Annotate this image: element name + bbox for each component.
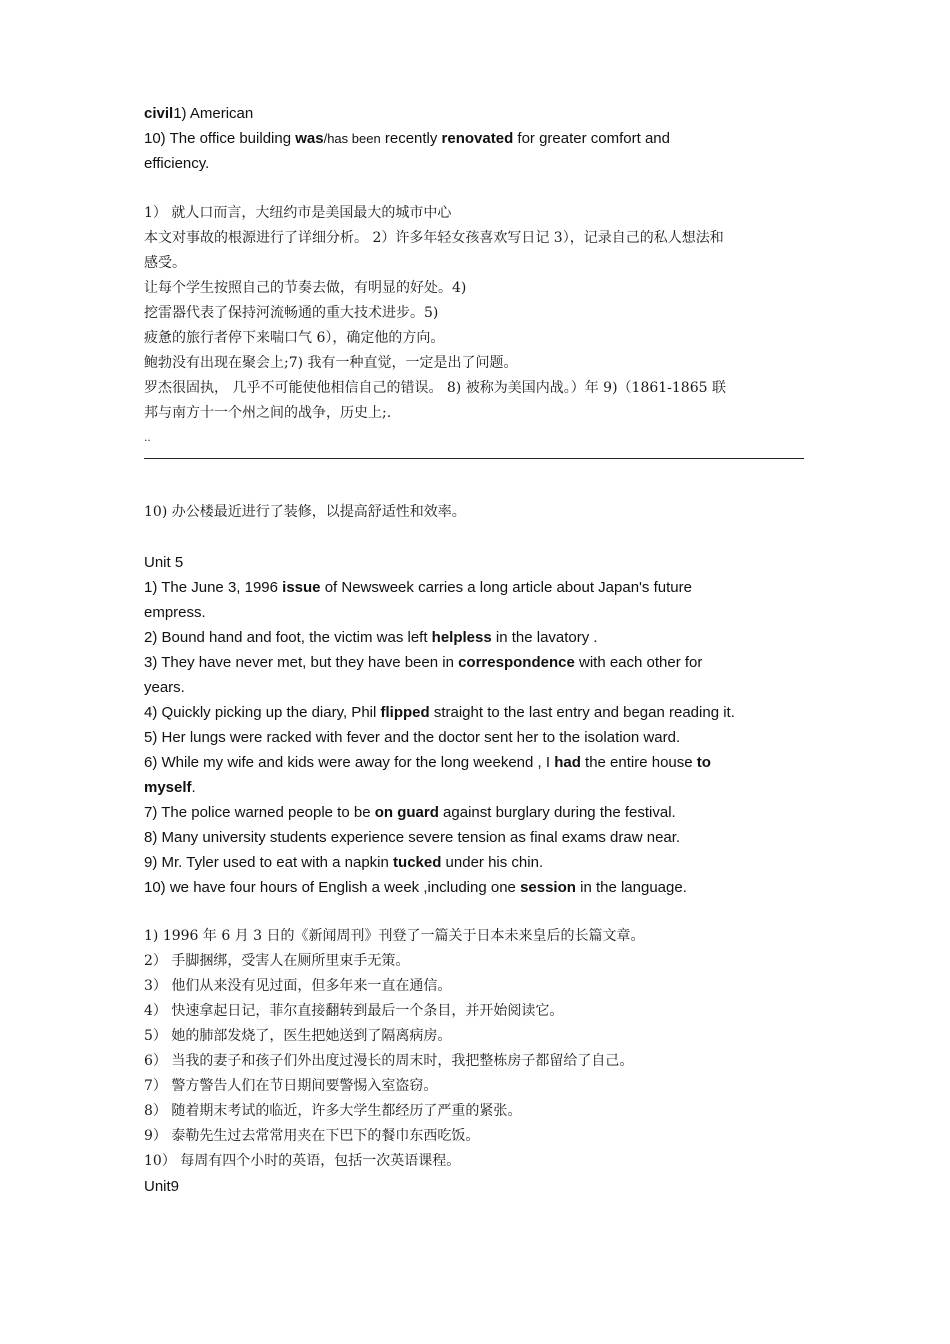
zh-translation-line: 5） 她的肺部发烧了，医生把她送到了隔离病房。	[144, 1028, 452, 1044]
sentence-9: 9) Mr. Tyler used to eat with a napkin tucked under his chin.	[144, 854, 544, 871]
sentence-3: 3) They have never met, but they have been in correspondence with each other for	[144, 654, 703, 671]
zh-renovated-translation: 10) 办公楼最近进行了装修，以提高舒适性和效率。	[144, 504, 466, 520]
zh-translation-line: 6） 当我的妻子和孩子们外出度过漫长的周末时，我把整栋房子都留给了自己。	[144, 1053, 634, 1069]
keyword-renovated: renovated	[441, 130, 514, 147]
sentence-10: 10) we have four hours of English a week ,including one session in the language.	[144, 879, 687, 896]
sentence-6: 6) While my wife and kids were away for the long weekend , I had the entire house to	[144, 754, 711, 771]
zh-translation-line: 2） 手脚捆绑，受害人在厕所里束手无策。	[144, 953, 410, 969]
keyword-to: to	[696, 754, 711, 771]
zh-line: 邦与南方十一个州之间的战争，历史上;.	[144, 405, 392, 421]
zh-line: 让每个学生按照自己的节奏去做，有明显的好处。4)	[144, 280, 467, 296]
zh-translation-line: 9） 泰勒先生过去常常用夹在下巴下的餐巾东西吃饭。	[144, 1128, 480, 1144]
zh-translation-line: 1) 1996 年 6 月 3 日的《新闻周刊》刊登了一篇关于日本未来皇后的长篇文章。	[144, 928, 645, 944]
ellipsis-mark: ..	[144, 430, 151, 444]
unit-5-heading: Unit 5	[144, 554, 184, 571]
unit-9-heading: Unit9	[144, 1178, 180, 1195]
zh-translation-line: 3） 他们从来没有见过面，但多年来一直在通信。	[144, 978, 452, 994]
zh-line: 挖雷器代表了保持河流畅通的重大技术进步。5)	[144, 305, 439, 321]
keyword-tucked: tucked	[393, 854, 442, 871]
sentence-7: 7) The police warned people to be on guard against burglary during the festival.	[144, 804, 676, 821]
sentence-2: 2) Bound hand and foot, the victim was left helpless in the lavatory .	[144, 629, 598, 646]
sentence-4: 4) Quickly picking up the diary, Phil flipped straight to the last entry and began reading it.	[144, 704, 735, 721]
keyword-correspondence: correspondence	[458, 654, 575, 671]
keyword-civil: civil	[144, 105, 174, 122]
keyword-issue: issue	[282, 579, 321, 596]
sentence-8: 8) Many university students experience severe tension as final exams draw near.	[144, 829, 681, 846]
keyword-flipped: flipped	[380, 704, 430, 721]
zh-line: 疲惫的旅行者停下来喘口气 6），确定他的方向。	[144, 330, 445, 346]
american-line: civil1) American	[144, 105, 254, 122]
zh-translation-line: 4） 快速拿起日记，菲尔直接翻转到最后一个条目，并开始阅读它。	[144, 1003, 564, 1019]
zh-translation-line: 8） 随着期末考试的临近，许多大学生都经历了严重的紧张。	[144, 1103, 522, 1119]
zh-line: 本文对事故的根源进行了详细分析。 2）许多年轻女孩喜欢写日记 3），记录自己的私人想法和	[144, 230, 724, 246]
keyword-had: had	[554, 754, 581, 771]
zh-line: 1） 就人口而言，大纽约市是美国最大的城市中心	[144, 205, 452, 221]
horizontal-divider	[144, 458, 804, 459]
sentence-3-cont: years.	[144, 679, 185, 696]
zh-line: 鲍勃没有出现在聚会上;7) 我有一种直觉，一定是出了问题。	[144, 355, 518, 371]
sentence-6-cont: myself.	[144, 779, 196, 796]
sentence-5: 5) Her lungs were racked with fever and the doctor sent her to the isolation ward.	[144, 729, 681, 746]
zh-translation-line: 10） 每周有四个小时的英语，包括一次英语课程。	[144, 1153, 461, 1169]
keyword-myself: myself	[144, 779, 192, 796]
keyword-session: session	[520, 879, 576, 896]
keyword-on-guard: on guard	[374, 804, 439, 821]
keyword-helpless: helpless	[431, 629, 492, 646]
renovated-sentence-cont: efficiency.	[144, 155, 210, 172]
renovated-sentence: 10) The office building was/has been recently renovated for greater comfort and	[144, 130, 670, 147]
sentence-1-cont: empress.	[144, 604, 206, 621]
zh-line: 罗杰很固执， 几乎不可能使他相信自己的错误。 8) 被称为美国内战。）年 9)（1861-1865 联	[144, 380, 726, 396]
sentence-1: 1) The June 3, 1996 issue of Newsweek carries a long article about Japan's future	[144, 579, 692, 596]
zh-line: 感受。	[144, 255, 186, 271]
zh-translation-line: 7） 警方警告人们在节日期间要警惕入室盗窃。	[144, 1078, 438, 1094]
